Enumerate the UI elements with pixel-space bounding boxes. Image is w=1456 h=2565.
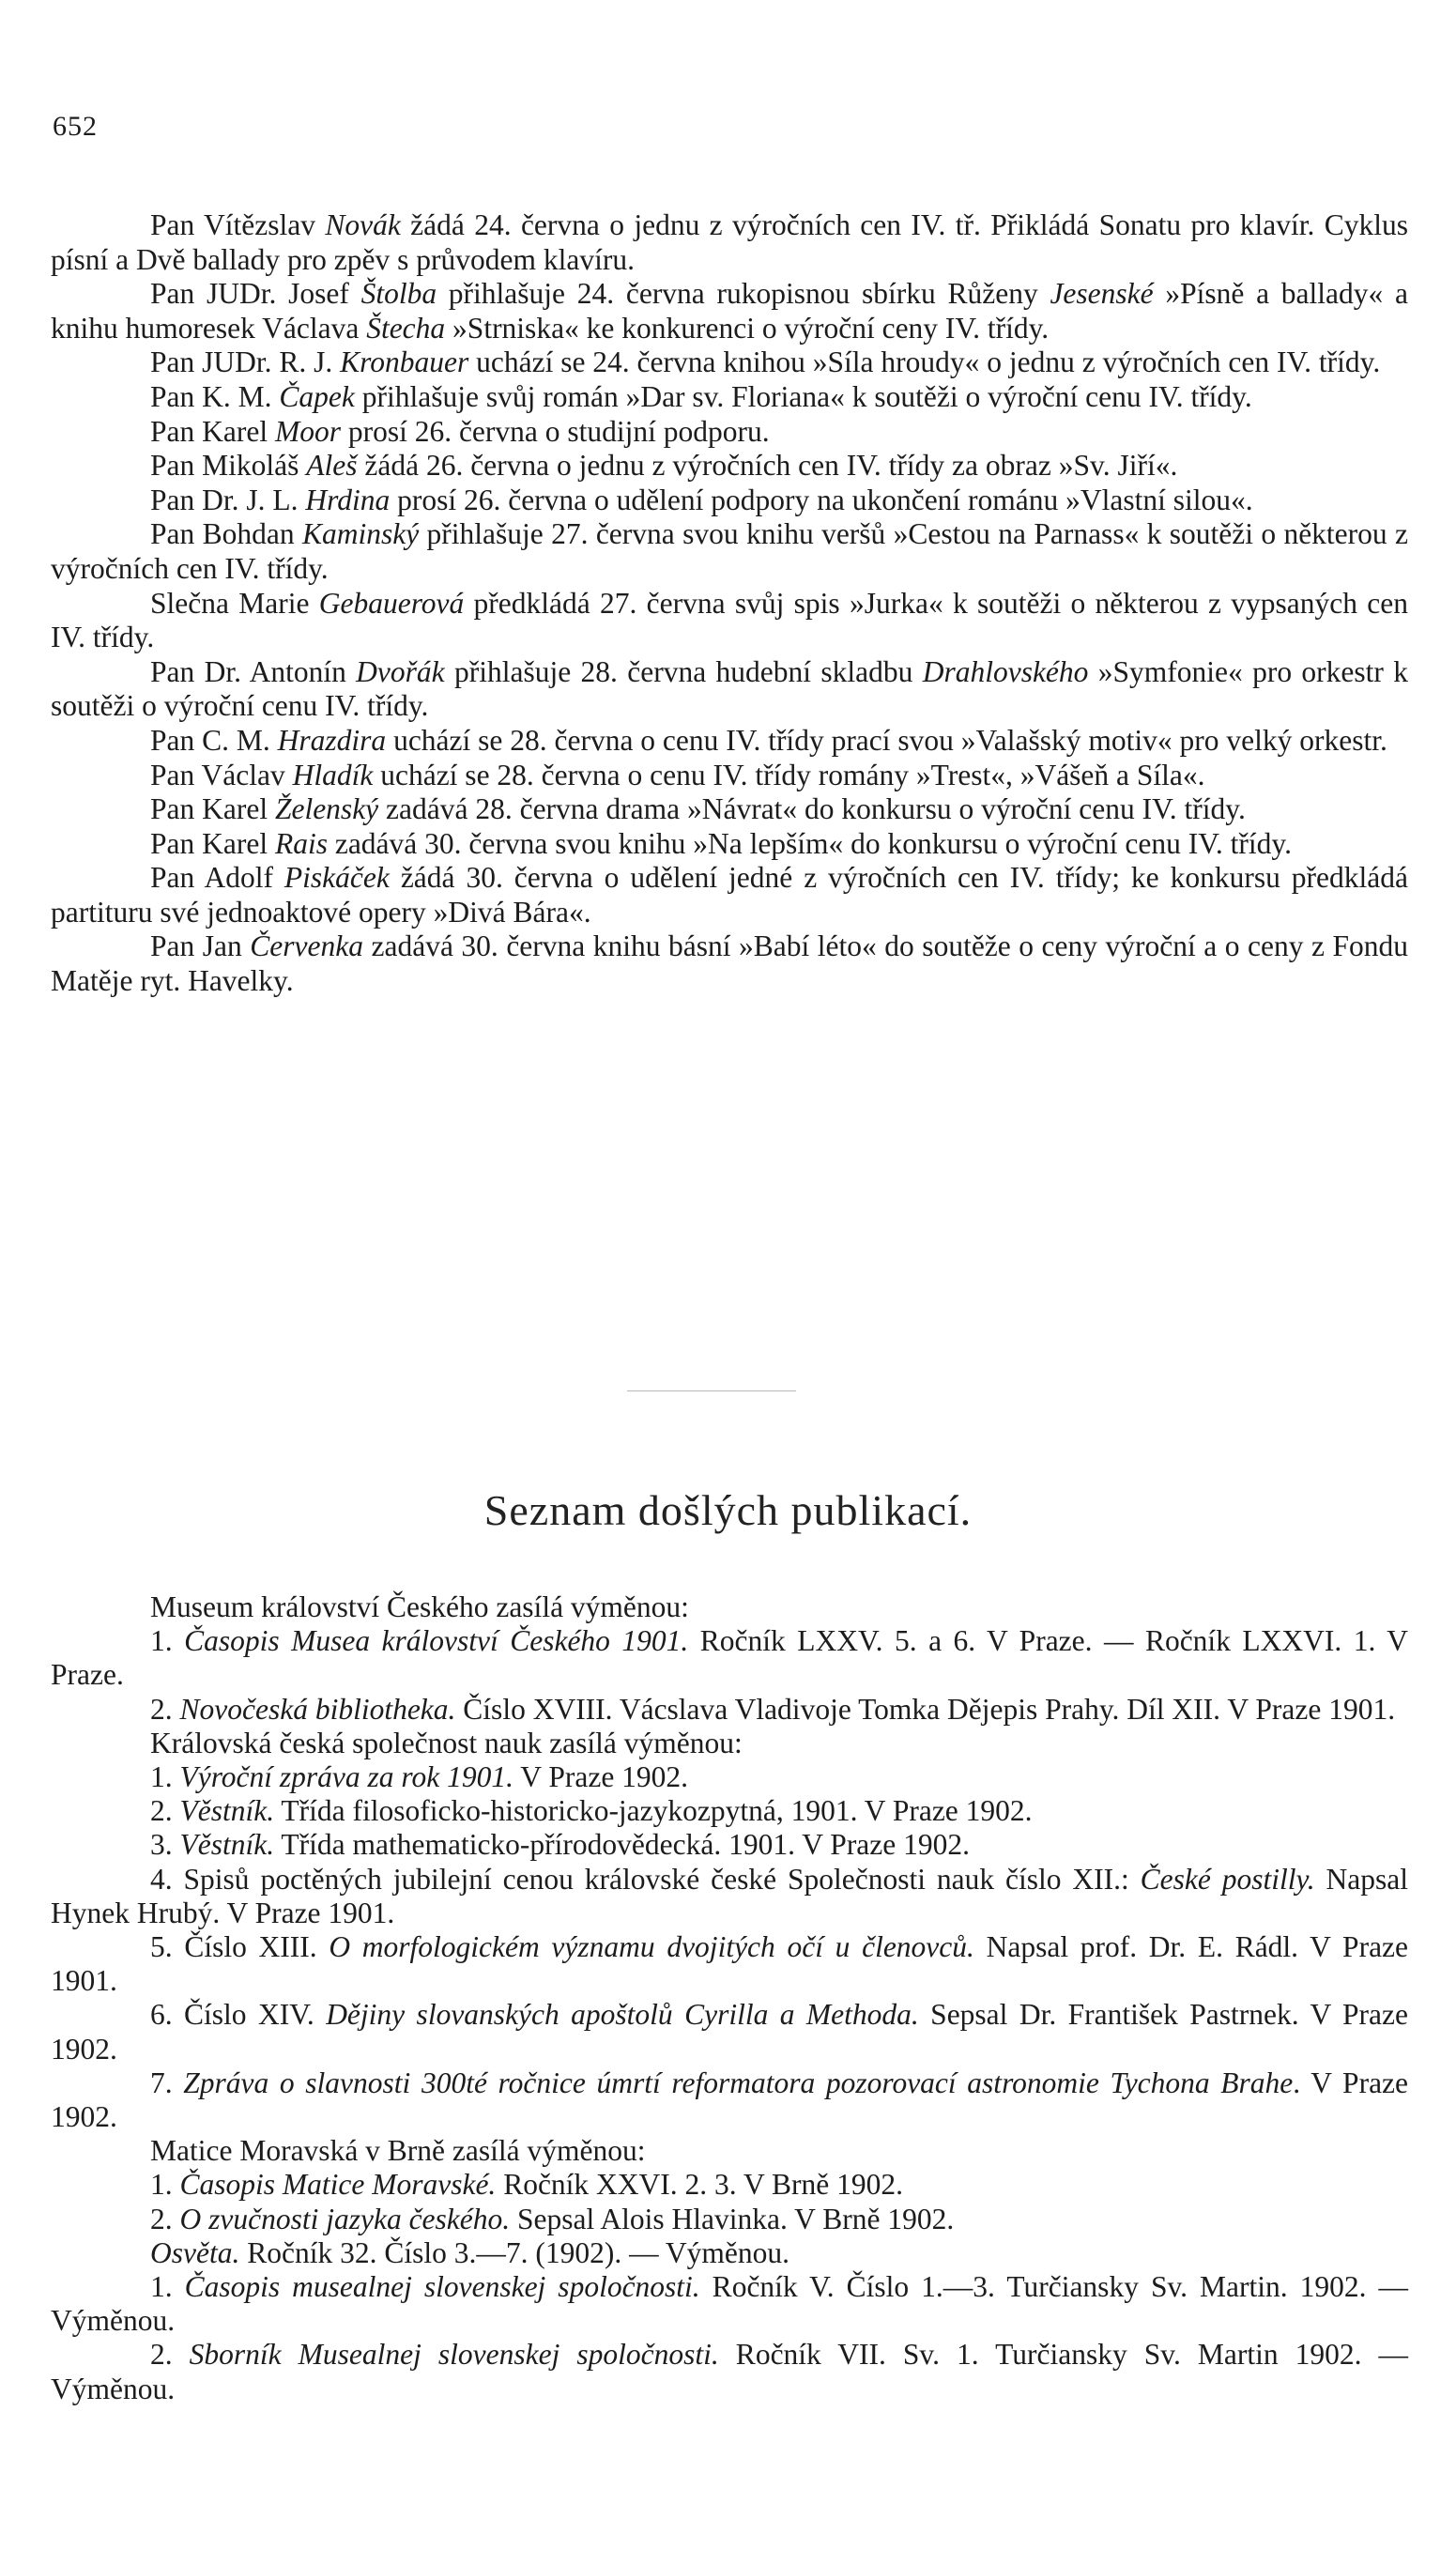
italic-name: Hrazdira: [277, 723, 387, 757]
text-run: »Symfonie« pro orkestr k soutěži o výroční cenu IV. třídy.: [51, 654, 1408, 723]
text-run: 7.: [150, 2066, 184, 2099]
italic-name: České postilly.: [1140, 1862, 1315, 1896]
text-run: Královská česká společnost nauk zasílá výměnou:: [150, 1726, 743, 1759]
text-run: Matice Moravská v Brně zasílá výměnou:: [150, 2134, 646, 2168]
application-entry: [51, 759, 1408, 793]
text-run: 2.: [150, 2202, 180, 2235]
text-run: Pan Dr. Antonín: [150, 654, 357, 688]
text-run: Slečna Marie: [150, 586, 319, 620]
italic-name: Časopis Matice Moravské.: [179, 2168, 497, 2202]
italic-name: Dějiny slovanských apoštolů Cyrilla a Methoda.: [326, 1998, 919, 2032]
italic-name: Červenka: [250, 929, 363, 963]
text-run: Pan Karel: [150, 826, 275, 860]
text-run: Napsal prof. Dr. E. Rádl. V Praze 1901.: [51, 1930, 1409, 1998]
text-run: Pan Karel: [150, 414, 275, 448]
text-run: »Písně a ballady« a knihu humoresek Václava: [51, 277, 1408, 345]
text-run: přihlašuje svůj román »Dar sv. Floriana« k soutěži o výroční cenu IV. třídy.: [354, 379, 1252, 413]
text-run: 4. Spisů poctěných jubilejní cenou královské české Společnosti nauk číslo XII.:: [150, 1862, 1141, 1896]
italic-name: Rais: [274, 826, 328, 860]
publication-entry: [51, 1693, 1408, 1727]
italic-name: Štecha: [366, 311, 446, 345]
publication-entry: [51, 2338, 1408, 2405]
italic-name: Časopis Musea království Českého 1901.: [184, 1624, 689, 1658]
text-run: Pan JUDr. R. J.: [150, 346, 341, 379]
publication-entry: [51, 1794, 1408, 1828]
publication-entry: [51, 1727, 1408, 1760]
text-run: 1.: [150, 2270, 185, 2304]
application-entry: [51, 415, 1408, 450]
text-run: Pan Václav: [150, 758, 293, 791]
application-entry: [51, 449, 1408, 484]
page-number: 652: [53, 111, 98, 142]
italic-name: Štolba: [360, 277, 437, 311]
italic-name: Novočeská bibliotheka.: [179, 1692, 456, 1726]
text-run: předkládá 27. června svůj spis »Jurka« k soutěži o některou z vypsaných cen IV. třídy.: [51, 586, 1408, 654]
text-run: Sepsal Alois Hlavinka. V Brně 1902.: [510, 2202, 955, 2235]
italic-name: Novák: [325, 208, 401, 241]
text-run: Pan Vítězslav: [150, 208, 326, 241]
application-entry: [51, 655, 1408, 724]
text-run: Napsal Hynek Hrubý. V Praze 1901.: [51, 1862, 1408, 1929]
text-run: Pan K. M.: [150, 379, 280, 413]
italic-name: Časopis musealnej slovenskej spoločnosti.: [184, 2270, 700, 2304]
italic-name: Sborník Musealnej slovenskej spoločnosti.: [189, 2338, 719, 2372]
publication-entry: [51, 1760, 1408, 1794]
application-entry: [51, 861, 1408, 929]
application-entry: [51, 208, 1408, 277]
publication-entry: [51, 2236, 1408, 2270]
application-entry: [51, 517, 1408, 586]
text-run: 5. Číslo XIII.: [150, 1930, 330, 1964]
text-run: Pan JUDr. Josef: [150, 277, 361, 311]
text-run: uchází se 28. června o cenu IV. třídy romány »Trest«, »Vášeň a Síla«.: [373, 758, 1205, 791]
application-entry: [51, 724, 1408, 759]
application-entry: [51, 929, 1408, 998]
italic-name: O zvučnosti jazyka českého.: [179, 2202, 511, 2235]
text-run: uchází se 24. června knihou »Síla hroudy« o jednu z výročních cen IV. třídy.: [468, 346, 1381, 379]
text-run: 3.: [150, 1828, 180, 1862]
application-entry: [51, 346, 1408, 380]
application-entry: [51, 587, 1408, 655]
italic-name: Hrdina: [305, 483, 391, 516]
text-run: »Strniska« ke konkurenci o výroční ceny IV. třídy.: [445, 311, 1050, 345]
text-run: zadává 30. června knihu básní »Babí léto« do soutěže o ceny výroční a o ceny z Fondu Matěje ryt. Havelky.: [51, 929, 1408, 998]
italic-name: Piskáček: [284, 861, 390, 895]
text-run: 6. Číslo XIV.: [150, 1998, 327, 2032]
text-run: zadává 30. června svou knihu »Na lepším« do konkursu o výroční cenu IV. třídy.: [327, 826, 1292, 860]
italic-name: Želenský: [274, 792, 379, 826]
italic-name: Věstník.: [179, 1828, 275, 1862]
publications-section: [51, 1590, 1408, 2406]
italic-name: Hladík: [292, 758, 374, 791]
publication-entry: [51, 1998, 1408, 2066]
text-run: zadává 28. června drama »Návrat« do konkursu o výroční cenu IV. třídy.: [378, 792, 1246, 826]
publication-entry: [51, 1828, 1408, 1862]
italic-name: Aleš: [306, 449, 358, 483]
publication-entry: [51, 1624, 1408, 1692]
text-run: Ročník V. Číslo 1.—3. Turčiansky Sv. Martin. 1902. — Výměnou.: [51, 2270, 1409, 2338]
application-entry: [51, 827, 1408, 862]
publication-entry: [51, 2270, 1408, 2338]
text-run: Ročník XXVI. 2. 3. V Brně 1902.: [496, 2168, 904, 2202]
text-run: 1.: [150, 1624, 185, 1658]
section-divider: [627, 1390, 796, 1391]
italic-name: Drahlovského: [922, 654, 1089, 688]
text-run: Sepsal Dr. František Pastrnek. V Praze 1902.: [51, 1998, 1408, 2066]
publication-entry: [51, 1930, 1408, 1998]
italic-name: Výroční zpráva za rok 1901.: [179, 1760, 513, 1794]
text-run: Ročník VII. Sv. 1. Turčiansky Sv. Martin 1902. — Výměnou.: [51, 2338, 1409, 2405]
text-run: Pan Mikoláš: [150, 449, 307, 483]
italic-name: Věstník.: [179, 1794, 275, 1828]
italic-name: Čapek: [279, 379, 355, 413]
text-run: přihlašuje 28. června hudební skladbu: [444, 654, 923, 688]
application-entry: [51, 484, 1408, 518]
text-run: 2.: [150, 1794, 180, 1828]
text-run: . V Praze 1902.: [51, 2066, 1409, 2134]
publication-entry: [51, 1590, 1408, 1624]
italic-name: Jesenské: [1050, 277, 1154, 311]
application-entry: [51, 277, 1408, 346]
text-run: Pan Dr. J. L.: [150, 483, 306, 516]
text-run: prosí 26. června o udělení podpory na ukončení románu »Vlastní silou«.: [390, 483, 1253, 516]
text-run: prosí 26. června o studijní podporu.: [340, 414, 770, 448]
application-entry: [51, 380, 1408, 415]
publication-entry: [51, 2203, 1408, 2236]
publications-heading: Seznam došlých publikací.: [483, 1486, 973, 1534]
text-run: 2.: [150, 2338, 190, 2372]
text-run: přihlašuje 24. června rukopisnou sbírku Růženy: [437, 277, 1050, 311]
publication-entry: [51, 2134, 1408, 2168]
text-run: Museum království Českého zasílá výměnou:: [150, 1590, 689, 1623]
italic-name: Dvořák: [356, 654, 445, 688]
italic-name: Gebauerová: [318, 586, 465, 620]
italic-name: Kronbauer: [340, 346, 469, 379]
italic-name: Osvěta.: [150, 2235, 240, 2269]
applications-section: [51, 208, 1408, 999]
publication-entry: [51, 1863, 1408, 1930]
text-run: Pan Bohdan: [150, 517, 302, 551]
text-run: 1.: [150, 2168, 180, 2202]
text-run: Ročník 32. Číslo 3.—7. (1902). — Výměnou.: [239, 2235, 790, 2269]
text-run: 2.: [150, 1692, 180, 1726]
text-run: přihlašuje 27. června svou knihu veršů »Cestou na Parnass« k soutěži o některou z výročních cen IV. třídy.: [51, 517, 1408, 585]
application-entry: [51, 792, 1408, 827]
text-run: Třída mathematicko-přírodovědecká. 1901. V Praze 1902.: [274, 1828, 971, 1862]
text-run: Pan C. M.: [150, 723, 278, 757]
text-run: Ročník LXXV. 5. a 6. V Praze. — Ročník LXXVI. 1. V Praze.: [51, 1624, 1408, 1692]
italic-name: Kaminský: [301, 517, 420, 551]
italic-name: Moor: [274, 414, 341, 448]
text-run: uchází se 28. června o cenu IV. třídy prací svou »Valašský motiv« pro velký orkestr.: [386, 723, 1387, 757]
italic-name: O morfologickém významu dvojitých očí u členovců.: [329, 1930, 974, 1964]
publication-entry: [51, 2168, 1408, 2202]
publication-entry: [51, 2066, 1408, 2134]
text-run: Pan Jan: [150, 929, 251, 963]
text-run: žádá 26. června o jednu z výročních cen IV. třídy za obraz »Sv. Jiří«.: [357, 449, 1178, 483]
text-run: Třída filosoficko-historicko-jazykozpytná, 1901. V Praze 1902.: [274, 1794, 1033, 1828]
text-run: žádá 30. června o udělení jedné z výročních cen IV. třídy; ke konkursu předkládá partituru své jednoaktové opery »Divá Bára«.: [51, 861, 1408, 929]
text-run: V Praze 1902.: [513, 1760, 689, 1794]
text-run: žádá 24. června o jednu z výročních cen IV. tř. Přikládá Sonatu pro klavír. Cyklus písní a Dvě ballady pro zpěv s průvodem klavíru.: [51, 208, 1408, 276]
italic-name: Zpráva o slavnosti 300té ročnice úmrtí reformatora pozorovací astronomie Tychona Brahe: [183, 2066, 1294, 2099]
text-run: Pan Karel: [150, 792, 275, 826]
text-run: Číslo XVIII. Vácslava Vladivoje Tomka Dějepis Prahy. Díl XII. V Praze 1901.: [455, 1692, 1396, 1726]
text-run: 1.: [150, 1760, 180, 1794]
text-run: Pan Adolf: [150, 861, 284, 895]
